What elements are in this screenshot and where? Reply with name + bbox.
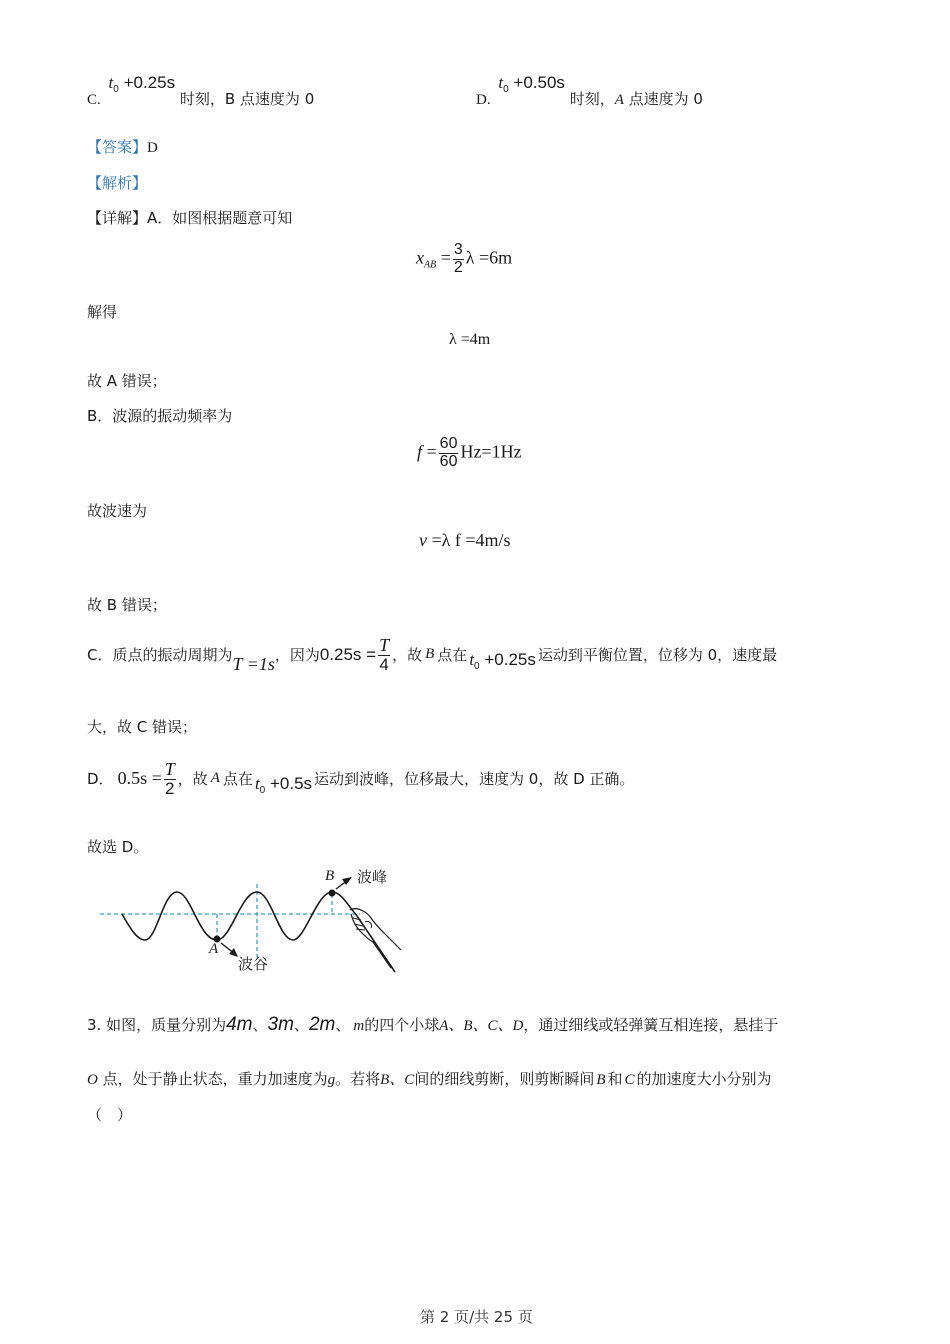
fraction-60-60 — [439, 436, 459, 471]
denominator: 2 — [164, 778, 175, 798]
var-t-period: T =1s — [232, 654, 275, 675]
text: 间的细线剪断，则剪断瞬间 — [414, 1070, 595, 1088]
expr-lhs: 0.5s = — [117, 768, 162, 789]
a-intro: A．如图根据题意可知 — [147, 209, 293, 227]
text: 点在 — [437, 646, 468, 665]
denominator: 4 — [379, 654, 389, 674]
text: 点在 — [222, 770, 253, 789]
option-c-expression — [108, 73, 176, 95]
equation-speed — [419, 530, 511, 551]
subscript: 0 — [474, 660, 480, 672]
analysis-tag: 【解析】 — [87, 174, 148, 192]
option-c — [87, 73, 315, 108]
c-explanation-line2: 大，故 C 错误； — [87, 718, 198, 736]
question-number: 3. 如图，质量分别为 — [87, 1016, 227, 1034]
expr-rest: +0.5s — [265, 773, 313, 793]
denominator: 60 — [439, 452, 458, 470]
option-c-text: 时刻，B 点速度为 0 — [179, 90, 315, 108]
subscript-ab: AB — [424, 259, 437, 271]
question3-line2 — [87, 1068, 772, 1089]
equals: = — [422, 441, 437, 462]
separator: 、 — [335, 1016, 351, 1034]
subscript: 0 — [113, 84, 119, 95]
label-a: A — [209, 941, 219, 957]
text: 的加速度大小分别为 — [636, 1070, 772, 1088]
d-explanation — [87, 760, 634, 798]
var-o: O — [87, 1072, 98, 1088]
c-explanation-line1 — [87, 636, 777, 674]
solve-label: 解得 — [87, 303, 118, 321]
page-footer: 第 2 页/共 25 页 — [420, 1308, 533, 1326]
var-f: f — [417, 441, 423, 462]
equation-xab — [416, 242, 512, 277]
var-t: t — [254, 773, 260, 793]
denominator: 2 — [453, 258, 463, 276]
var-b: B — [596, 1072, 606, 1088]
wave-figure — [95, 862, 415, 977]
var-x: x — [416, 247, 424, 268]
var-bc: B、C — [380, 1072, 415, 1088]
b-intro: B．波源的振动频率为 — [87, 407, 233, 425]
text: ，故 — [177, 770, 208, 789]
period-expr — [232, 654, 274, 675]
expr-rest: Hz=1Hz — [460, 441, 522, 462]
question3-line1 — [87, 1014, 778, 1036]
speed-label: 故波速为 — [87, 502, 148, 520]
expr-lhs: 0.25s = — [319, 644, 377, 664]
expr-rest: +0.25s — [118, 73, 176, 92]
equation-frequency — [417, 436, 522, 471]
option-d-text — [570, 90, 703, 108]
option-d-label: D. — [476, 92, 491, 108]
separator: 、 — [293, 1016, 309, 1034]
expr-rest: +0.25s — [479, 649, 536, 669]
expr-rest: λ =6m — [465, 247, 513, 268]
text: 运动到平衡位置，位移为 0，速度最 — [537, 646, 778, 665]
expr-rest: =λ f =4m/s — [427, 530, 511, 550]
var-v: v — [419, 530, 427, 550]
time-expr — [255, 774, 312, 796]
separator: 、 — [252, 1016, 268, 1034]
subscript: 0 — [259, 784, 266, 796]
var-a: A — [210, 770, 220, 787]
label-b: B — [325, 868, 335, 884]
text: 点，处于静止状态，重力加速度为 — [97, 1070, 328, 1088]
var-t: t — [108, 73, 114, 92]
text: 运动到波峰，位移最大，速度为 0，故 D 正确。 — [314, 770, 635, 789]
mass-2m: 2m — [308, 1014, 336, 1035]
expr-rest: +0.50s — [508, 73, 565, 92]
var-c: C — [624, 1072, 635, 1088]
fraction-3-2 — [453, 242, 464, 277]
numerator: 60 — [439, 435, 458, 452]
a-conclusion: 故 A 错误； — [87, 372, 167, 390]
equation-lambda: λ =4m — [449, 331, 491, 348]
option-d — [476, 73, 703, 108]
time-expr — [469, 650, 536, 672]
option-d-expression — [498, 73, 565, 95]
numerator: T — [164, 759, 175, 779]
mass-m: m — [353, 1018, 365, 1034]
option-c-label: C. — [87, 92, 101, 108]
mass-4m: 4m — [226, 1014, 253, 1035]
mass-3m: 3m — [267, 1014, 294, 1035]
var-t: t — [498, 73, 504, 92]
balls-list: A、B、C、D — [439, 1018, 524, 1034]
text: 时刻， — [569, 90, 615, 108]
b-conclusion: 故 B 错误； — [87, 596, 167, 614]
var-a: A — [614, 92, 624, 108]
detail-tag: 【详解】 — [87, 209, 148, 227]
text: C．质点的振动周期为 — [87, 646, 233, 665]
question3-blank: （ ） — [87, 1106, 133, 1124]
label-trough: 波谷 — [238, 955, 269, 973]
text: ，通过细线或轻弹簧互相连接，悬挂于 — [523, 1016, 779, 1034]
text: ，因为 — [274, 646, 320, 665]
numerator: 3 — [453, 241, 463, 258]
fraction-t-4 — [378, 636, 390, 674]
subscript: 0 — [503, 84, 509, 95]
text: 的四个小球 — [364, 1016, 440, 1034]
detail-intro — [87, 207, 292, 228]
text: 。若将 — [335, 1070, 381, 1088]
var-t: t — [469, 649, 475, 669]
fraction-t-2 — [164, 760, 176, 798]
equals: = — [436, 247, 451, 268]
text: 点速度为 0 — [623, 90, 703, 108]
text: D． — [87, 770, 114, 789]
final-answer: 故选 D。 — [87, 838, 149, 856]
answer-tag: 【答案】 — [87, 138, 148, 156]
numerator: T — [379, 635, 390, 655]
text: 和 — [607, 1070, 623, 1088]
answer-value: D — [147, 140, 158, 156]
label-peak: 波峰 — [357, 868, 388, 886]
answer-line — [87, 136, 158, 157]
text: ，故 — [392, 646, 423, 665]
var-g: g — [327, 1072, 336, 1088]
var-b: B — [425, 646, 435, 663]
